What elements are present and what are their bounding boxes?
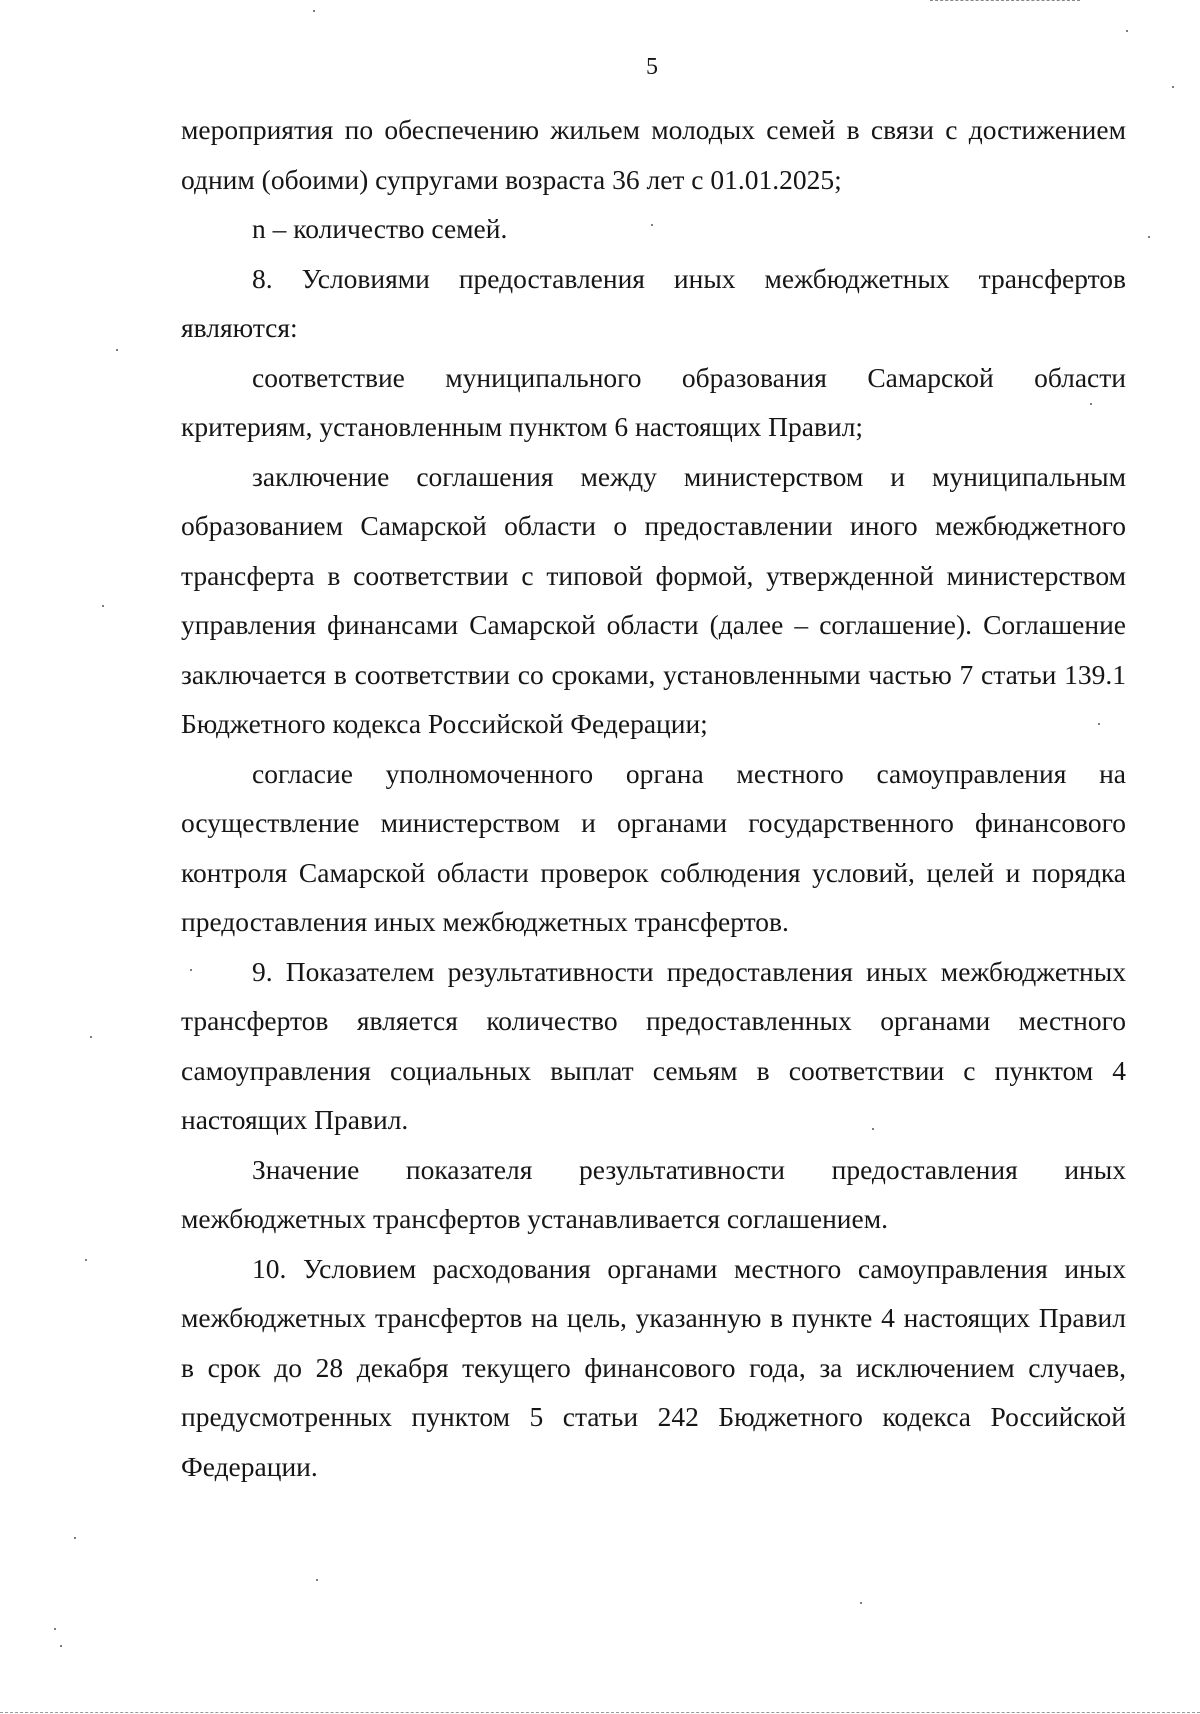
paragraph-n-definition: n – количество семей.	[252, 213, 508, 244]
paragraph-clause-10: 10. Условием расходования органами местного самоуправления иных межбюджетных трансфертов на цель, указанную в пункте 4 настоящих Правил в срок до 28 декабря текущего финансового года, за исключением случаев, предусмотренных пунктом 5 статьи 242 Бюджетного кодекса Российской Федерации.	[181, 1252, 1126, 1482]
scan-speck	[190, 969, 192, 971]
paragraph-condition-criteria: соответствие муниципального образования Самарской области критериям, установленным пунктом 6 настоящих Правил;	[181, 361, 1126, 442]
scan-speck	[90, 1036, 92, 1038]
scan-speck	[1090, 403, 1092, 405]
paragraph-clause-8: 8. Условиями предоставления иных межбюджетных трансфертов являются:	[181, 262, 1126, 343]
scan-speck	[60, 1645, 62, 1647]
scan-speck	[313, 10, 315, 12]
document-body	[181, 105, 1126, 1491]
paragraph-indicator-value: Значение показателя результативности предоставления иных межбюджетных трансфертов устанавливается соглашением.	[181, 1153, 1126, 1234]
scan-speck	[651, 224, 653, 226]
scan-speck	[860, 1602, 862, 1604]
scan-speck	[85, 1259, 87, 1261]
paragraph-condition-consent: согласие уполномоченного органа местного самоуправления на осуществление министерством и органами государственного финансового контроля Самарской области проверок соблюдения условий, целей и порядка предоставления иных межбюджетных трансфертов.	[181, 757, 1126, 937]
scan-speck	[116, 349, 118, 351]
page-number: 5	[646, 54, 658, 80]
paragraph-condition-agreement: заключение соглашения между министерством и муниципальным образованием Самарской области о предоставлении иного межбюджетного трансферта в соответствии с типовой формой, утвержденной министерством управления финансами Самарской области (далее – соглашение). Соглашение заключается в соответствии со сроками, установленными частью 7 статьи 139.1 Бюджетного кодекса Российской Федерации;	[181, 460, 1126, 739]
scan-speck	[1098, 723, 1100, 725]
scan-speck	[872, 1128, 874, 1130]
scan-speck	[74, 1537, 76, 1539]
paragraph-clause-9: 9. Показателем результативности предоставления иных межбюджетных трансфертов является количество предоставленных органами местного самоуправления социальных выплат семьям в соответствии с пунктом 4 настоящих Правил.	[181, 955, 1126, 1135]
scan-speck	[316, 1579, 318, 1581]
scan-edge-top	[930, 0, 1080, 2]
paragraph-continuation: мероприятия по обеспечению жильем молодых семей в связи с достижением одним (обоими) супругами возраста 36 лет с 01.01.2025;	[181, 114, 1126, 195]
scan-speck	[1172, 86, 1174, 88]
scan-speck	[1126, 30, 1128, 32]
scan-speck	[54, 1628, 56, 1630]
scan-speck	[1148, 236, 1150, 238]
scan-speck	[102, 605, 104, 607]
